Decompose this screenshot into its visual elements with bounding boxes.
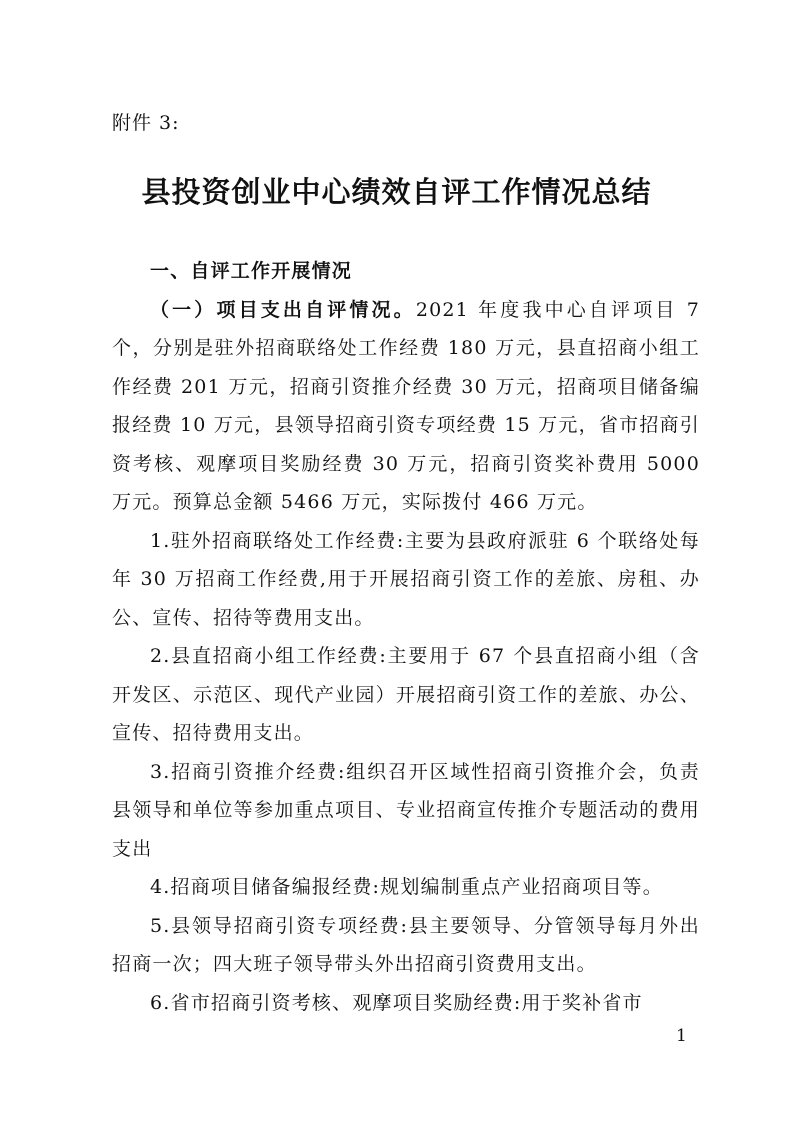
paragraph-item-6: 6.省市招商引资考核、观摩项目奖励经费:用于奖补省市 — [150, 991, 643, 1014]
subsection-lead: （一）项目支出自评情况。 — [150, 298, 416, 321]
attachment-label: 附件 3: — [112, 112, 180, 134]
subsection-text: 2021 年度我中心自评项目 7 个，分别是驻外招商联络处工作经费 180 万元，县直招商小组工作经费 201 万元，招商引资推介经费 30 万元，招商项目储备编报经费 10 万元，县领导招商引资专项经费 15 万元，省市招商引资考核、观摩项目奖励经费 30 万元，招商引资奖补费用 5000 万元。预算总金额 5466 万元，实际拨付 466 万元。 — [112, 298, 700, 513]
page-number: 1 — [676, 1026, 687, 1046]
document-body — [112, 252, 700, 1022]
paragraph-item-1: 1.驻外招商联络处工作经费:主要为县政府派驻 6 个联络处每年 30 万招商工作经费,用于开展招商引资工作的差旅、房租、办公、宣传、招待等费用支出。 — [112, 529, 700, 629]
document-title: 县投资创业中心绩效自评工作情况总结 — [141, 175, 652, 209]
paragraph-item-3: 3.招商引资推介经费:组织召开区域性招商引资推介会，负责县领导和单位等参加重点项目、专业招商宣传推介专题活动的费用支出 — [112, 760, 700, 860]
paragraph-subsection-1 — [112, 291, 700, 522]
paragraph-item-5: 5.县领导招商引资专项经费:县主要领导、分管领导每月外出招商一次；四大班子领导带头外出招商引资费用支出。 — [112, 914, 700, 975]
paragraph-item-2: 2.县直招商小组工作经费:主要用于 67 个县直招商小组（含开发区、示范区、现代产业园）开展招商引资工作的差旅、办公、宣传、招待费用支出。 — [112, 645, 700, 744]
paragraph-item-4: 4.招商项目储备编报经费:规划编制重点产业招商项目等。 — [150, 876, 663, 898]
section-heading: 一、自评工作开展情况 — [150, 260, 353, 282]
